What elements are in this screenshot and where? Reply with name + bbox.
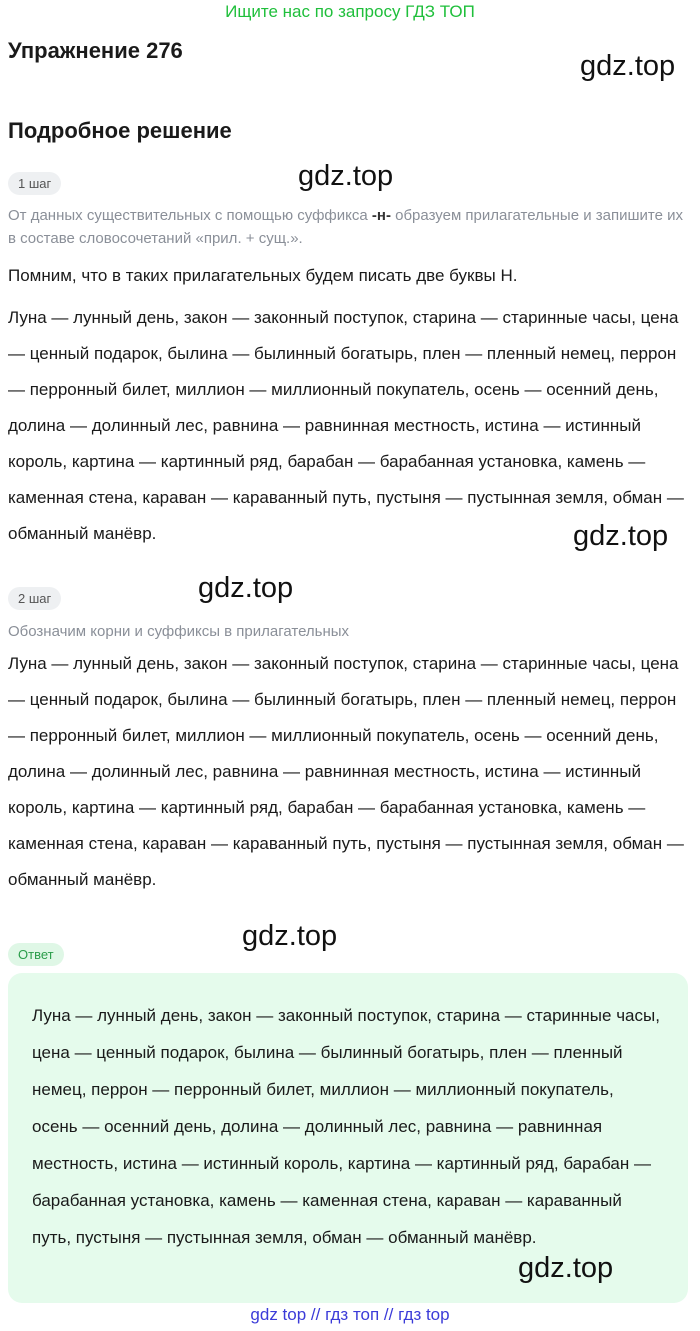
step-1-note: Помним, что в таких прилагательных будем писать две буквы Н. <box>8 266 518 285</box>
answer-text: Луна — лунный день, закон — законный поступок, старина — старинные часы, цена — ценный подарок, былина — былинный богатырь, плен — пленный немец, перрон — перронный билет, миллион — миллионный покупатель, осень — осенний день, долина — долинный лес, равнина — равнинная местность, истина — истинный король, картина — картинный ряд, барабан — барабанная установка, камень — каменная стена, караван — караванный путь, пустыня — пустынная земля, обман — обманный манёвр. <box>32 1006 660 1247</box>
watermark: gdz.top <box>242 920 338 952</box>
watermark: gdz.top <box>298 160 394 192</box>
step-1-badge: 1 шаг <box>8 172 61 195</box>
watermark: gdz.top <box>518 1252 614 1284</box>
exercise-title: Упражнение 276 <box>8 38 183 63</box>
hint-text-post: образуем прилагательные и запишите их в составе словосочетаний «прил. + сущ.». <box>8 207 683 247</box>
hint-suffix: -н- <box>371 207 391 224</box>
step-2-hint: Обозначим корни и суффиксы в прилагательных <box>8 623 350 640</box>
step-1-text: Луна — лунный день, закон — законный поступок, старина — старинные часы, цена — ценный подарок, былина — былинный богатырь, плен — пленный немец, перрон — перронный билет, миллион — миллионный покупатель, осень — осенний день, долина — долинный лес, равнина — равнинная местность, истина — истинный король, картина — картинный ряд, барабан — барабанная установка, камень — каменная стена, караван — караванный путь, пустыня — пустынная земля, обман — обманный манёвр. <box>8 308 684 543</box>
search-hint-link[interactable]: Ищите нас по запросу ГДЗ ТОП <box>225 2 475 21</box>
watermark: gdz.top <box>580 50 676 82</box>
hint-text-pre: От данных существительных с помощью суффикса <box>8 207 372 224</box>
answer-badge: Ответ <box>8 943 64 966</box>
solution-heading: Подробное решение <box>8 118 232 143</box>
step-2-badge: 2 шаг <box>8 587 61 610</box>
step-2-text: Луна — лунный день, закон — законный поступок, старина — старинные часы, цена — ценный подарок, былина — былинный богатырь, плен — пленный немец, перрон — перронный билет, миллион — миллионный покупатель, осень — осенний день, долина — долинный лес, равнина — равнинная местность, истина — истинный король, картина — картинный ряд, барабан — барабанная установка, камень — каменная стена, караван — караванный путь, пустыня — пустынная земля, обман — обманный манёвр. <box>8 654 684 889</box>
step-1-hint <box>8 204 688 250</box>
watermark: gdz.top <box>198 572 294 604</box>
watermark: gdz.top <box>573 520 669 552</box>
footer-links[interactable]: gdz top // гдз топ // гдз top <box>250 1305 450 1324</box>
